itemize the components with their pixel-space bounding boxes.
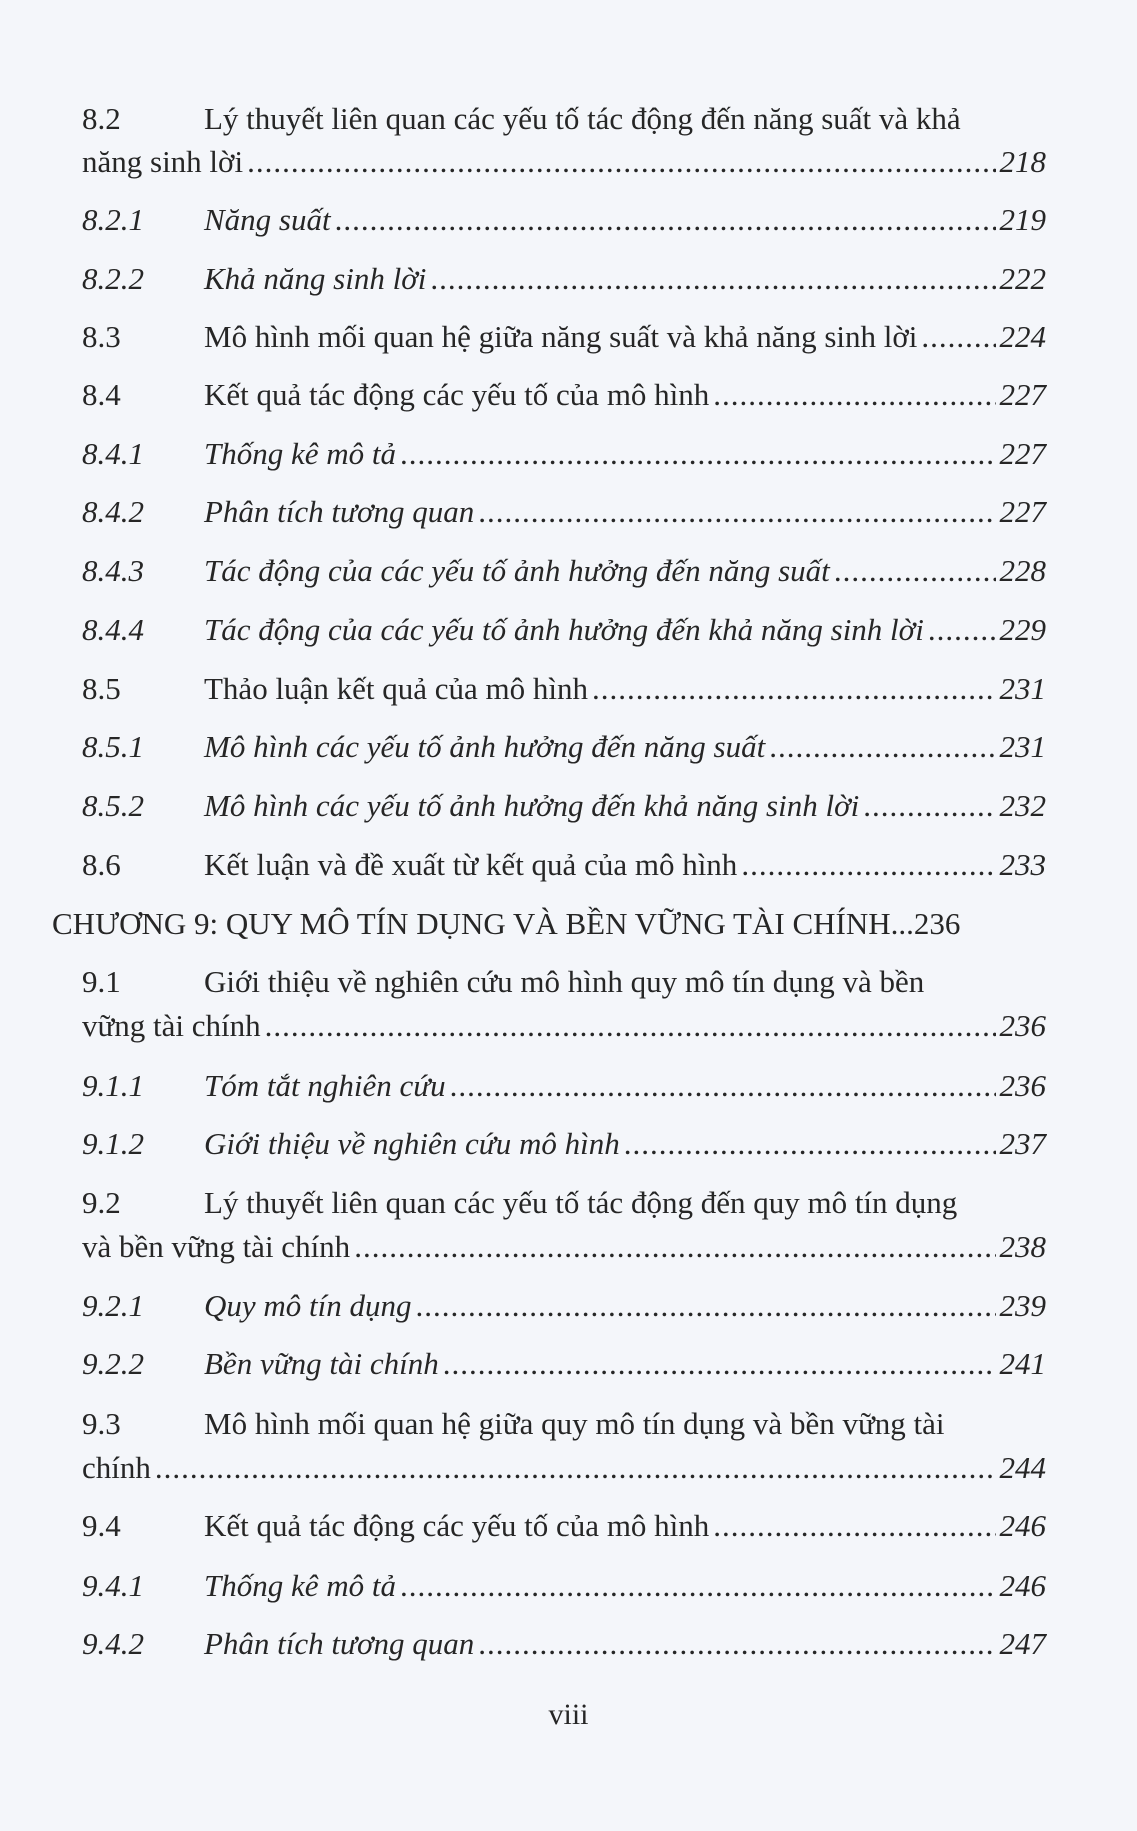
toc-chapter-entry <box>52 904 1046 944</box>
toc-entry-title: Mô hình các yếu tố ảnh hưởng đến năng suất <box>204 729 766 764</box>
toc-page-number: 236 <box>999 1068 1046 1103</box>
toc-dot-leader <box>400 1566 995 1606</box>
toc-dot-leader <box>741 845 995 885</box>
toc-dot-leader <box>450 1066 996 1106</box>
toc-entry <box>82 962 1046 1002</box>
toc-entry <box>82 1566 1046 1606</box>
toc-section-number: 9.4 <box>82 1508 121 1543</box>
toc-entry-title: Thảo luận kết quả của mô hình <box>204 671 588 706</box>
toc-page-number: 237 <box>999 1126 1046 1161</box>
toc-entry <box>82 1286 1046 1326</box>
toc-entry-title: Tóm tắt nghiên cứu <box>204 1068 446 1103</box>
toc-entry-title: Bền vững tài chính <box>204 1346 439 1381</box>
toc-page-number: 222 <box>999 261 1046 296</box>
toc-entry-title-continued: và bền vững tài chính <box>82 1229 351 1264</box>
toc-section-number: 8.3 <box>82 319 121 354</box>
toc-dot-leader <box>335 200 996 240</box>
toc-page-number: 218 <box>999 144 1046 179</box>
toc-entry <box>82 200 1046 240</box>
toc-section-number: 9.2.2 <box>82 1346 144 1381</box>
toc-dot-leader <box>592 669 996 709</box>
toc-dot-leader <box>928 610 996 650</box>
toc-page-number: 227 <box>999 436 1046 471</box>
toc-page-number: 224 <box>999 319 1046 354</box>
toc-dot-leader <box>769 727 995 767</box>
toc-page-number: 227 <box>999 494 1046 529</box>
toc-entry <box>82 492 1046 532</box>
toc-entry <box>82 259 1046 299</box>
toc-entry-title: Tác động của các yếu tố ảnh hưởng đến khả năng sinh lời <box>204 612 924 647</box>
toc-page-number: 239 <box>999 1288 1046 1323</box>
toc-dot-leader <box>416 1286 996 1326</box>
toc-dot-leader <box>713 375 995 415</box>
toc-entry <box>82 317 1046 357</box>
toc-section-number: 8.2 <box>82 101 121 136</box>
toc-entry <box>82 1506 1046 1546</box>
toc-dot-leader <box>863 786 995 826</box>
toc-section-number: 9.1 <box>82 964 121 999</box>
toc-entry-title: Khả năng sinh lời <box>204 261 427 296</box>
toc-section-number: 8.4.1 <box>82 436 144 471</box>
toc-page-number: 227 <box>999 377 1046 412</box>
toc-section-number: 8.4.4 <box>82 612 144 647</box>
toc-section-number: 8.5.1 <box>82 729 144 764</box>
toc-page-number: 228 <box>999 553 1046 588</box>
toc-entry-title: Phân tích tương quan <box>204 1626 475 1661</box>
toc-entry-title-continued: năng sinh lời <box>82 144 244 179</box>
toc-entry-continuation <box>82 1227 1046 1267</box>
toc-entry-title: Mô hình mối quan hệ giữa quy mô tín dụng và bền vững tài <box>204 1406 945 1441</box>
toc-entry-title-continued: vững tài chính <box>82 1008 261 1043</box>
toc-entry <box>82 786 1046 826</box>
toc-entry-title: Lý thuyết liên quan các yếu tố tác động đến năng suất và khả <box>204 101 961 136</box>
toc-entry <box>82 610 1046 650</box>
toc-section-number: 8.2.2 <box>82 261 144 296</box>
toc-entry <box>82 1624 1046 1664</box>
toc-page-number: 229 <box>999 612 1046 647</box>
toc-dot-leader <box>265 1006 996 1046</box>
toc-dot-leader <box>247 142 995 182</box>
page-number: viii <box>548 1698 589 1731</box>
toc-section-number: 9.4.2 <box>82 1626 144 1661</box>
toc-page-number: 233 <box>999 847 1046 882</box>
toc-dot-leader <box>713 1506 995 1546</box>
toc-entry-title: Mô hình mối quan hệ giữa năng suất và khả năng sinh lời <box>204 319 918 354</box>
toc-page-number: 246 <box>999 1508 1046 1543</box>
toc-entry <box>82 1344 1046 1384</box>
toc-page-number: 219 <box>999 202 1046 237</box>
toc-dot-leader <box>834 551 996 591</box>
toc-entry-title: Phân tích tương quan <box>204 494 475 529</box>
toc-page-number: 232 <box>999 788 1046 823</box>
toc-section-number: 9.2.1 <box>82 1288 144 1323</box>
toc-entry <box>82 1183 1046 1223</box>
toc-page-number: 241 <box>999 1346 1046 1381</box>
toc-section-number: 9.3 <box>82 1406 121 1441</box>
toc-section-number: 9.1.1 <box>82 1068 144 1103</box>
toc-section-number: 8.4.2 <box>82 494 144 529</box>
toc-dot-leader <box>400 434 995 474</box>
toc-entry <box>82 845 1046 885</box>
toc-entry <box>82 99 1046 139</box>
toc-section-number: 9.1.2 <box>82 1126 144 1161</box>
toc-page-number: 236 <box>999 1008 1046 1043</box>
toc-page-number: 238 <box>999 1229 1046 1264</box>
toc-entry-title: Giới thiệu về nghiên cứu mô hình <box>204 1126 620 1161</box>
toc-dot-leader <box>443 1344 996 1384</box>
toc-dot-leader <box>921 317 995 357</box>
toc-entry-title: Giới thiệu về nghiên cứu mô hình quy mô tín dụng và bền <box>204 964 925 999</box>
toc-dot-leader <box>155 1448 996 1488</box>
toc-section-number: 8.4 <box>82 377 121 412</box>
toc-dot-leader <box>354 1227 995 1267</box>
toc-page-number: 244 <box>999 1450 1046 1485</box>
toc-entry-title: Quy mô tín dụng <box>204 1288 412 1323</box>
toc-entry-title: Lý thuyết liên quan các yếu tố tác động đến quy mô tín dụng <box>204 1185 958 1220</box>
toc-entry-continuation <box>82 1448 1046 1488</box>
toc-dot-leader <box>624 1124 996 1164</box>
toc-page-number: 231 <box>999 671 1046 706</box>
toc-page-number: 247 <box>999 1626 1046 1661</box>
toc-entry-title: Kết luận và đề xuất từ kết quả của mô hình <box>204 847 738 882</box>
toc-dot-leader <box>891 904 914 944</box>
toc-entry-title: Kết quả tác động các yếu tố của mô hình <box>204 377 710 412</box>
toc-entry <box>82 551 1046 591</box>
toc-entry-title-continued: chính <box>82 1450 151 1485</box>
toc-chapter-title: CHƯƠNG 9: QUY MÔ TÍN DỤNG VÀ BỀN VỮNG TÀI CHÍNH <box>52 906 891 941</box>
toc-entry-title: Kết quả tác động các yếu tố của mô hình <box>204 1508 710 1543</box>
toc-dot-leader <box>478 1624 995 1664</box>
toc-entry-title: Thống kê mô tả <box>204 1568 397 1603</box>
toc-section-number: 8.4.3 <box>82 553 144 588</box>
toc-section-number: 8.2.1 <box>82 202 144 237</box>
toc-entry-title: Tác động của các yếu tố ảnh hưởng đến năng suất <box>204 553 830 588</box>
toc-section-number: 8.5.2 <box>82 788 144 823</box>
toc-entry-title: Mô hình các yếu tố ảnh hưởng đến khả năng sinh lời <box>204 788 860 823</box>
toc-entry <box>82 1404 1046 1444</box>
toc-entry <box>82 1124 1046 1164</box>
toc-section-number: 8.6 <box>82 847 121 882</box>
toc-entry <box>82 434 1046 474</box>
toc-entry-continuation <box>82 1006 1046 1046</box>
toc-entry <box>82 1066 1046 1106</box>
toc-section-number: 9.2 <box>82 1185 121 1220</box>
toc-section-number: 9.4.1 <box>82 1568 144 1603</box>
toc-section-number: 8.5 <box>82 671 121 706</box>
toc-entry <box>82 727 1046 767</box>
toc-page-number: 246 <box>999 1568 1046 1603</box>
toc-dot-leader <box>478 492 995 532</box>
toc-page-number: 236 <box>913 906 961 941</box>
toc-entry-title: Thống kê mô tả <box>204 436 397 471</box>
toc-page-number: 231 <box>999 729 1046 764</box>
toc-entry <box>82 375 1046 415</box>
toc-dot-leader <box>430 259 995 299</box>
toc-entry <box>82 669 1046 709</box>
toc-entry-continuation <box>82 142 1046 182</box>
toc-entry-title: Năng suất <box>204 202 331 237</box>
